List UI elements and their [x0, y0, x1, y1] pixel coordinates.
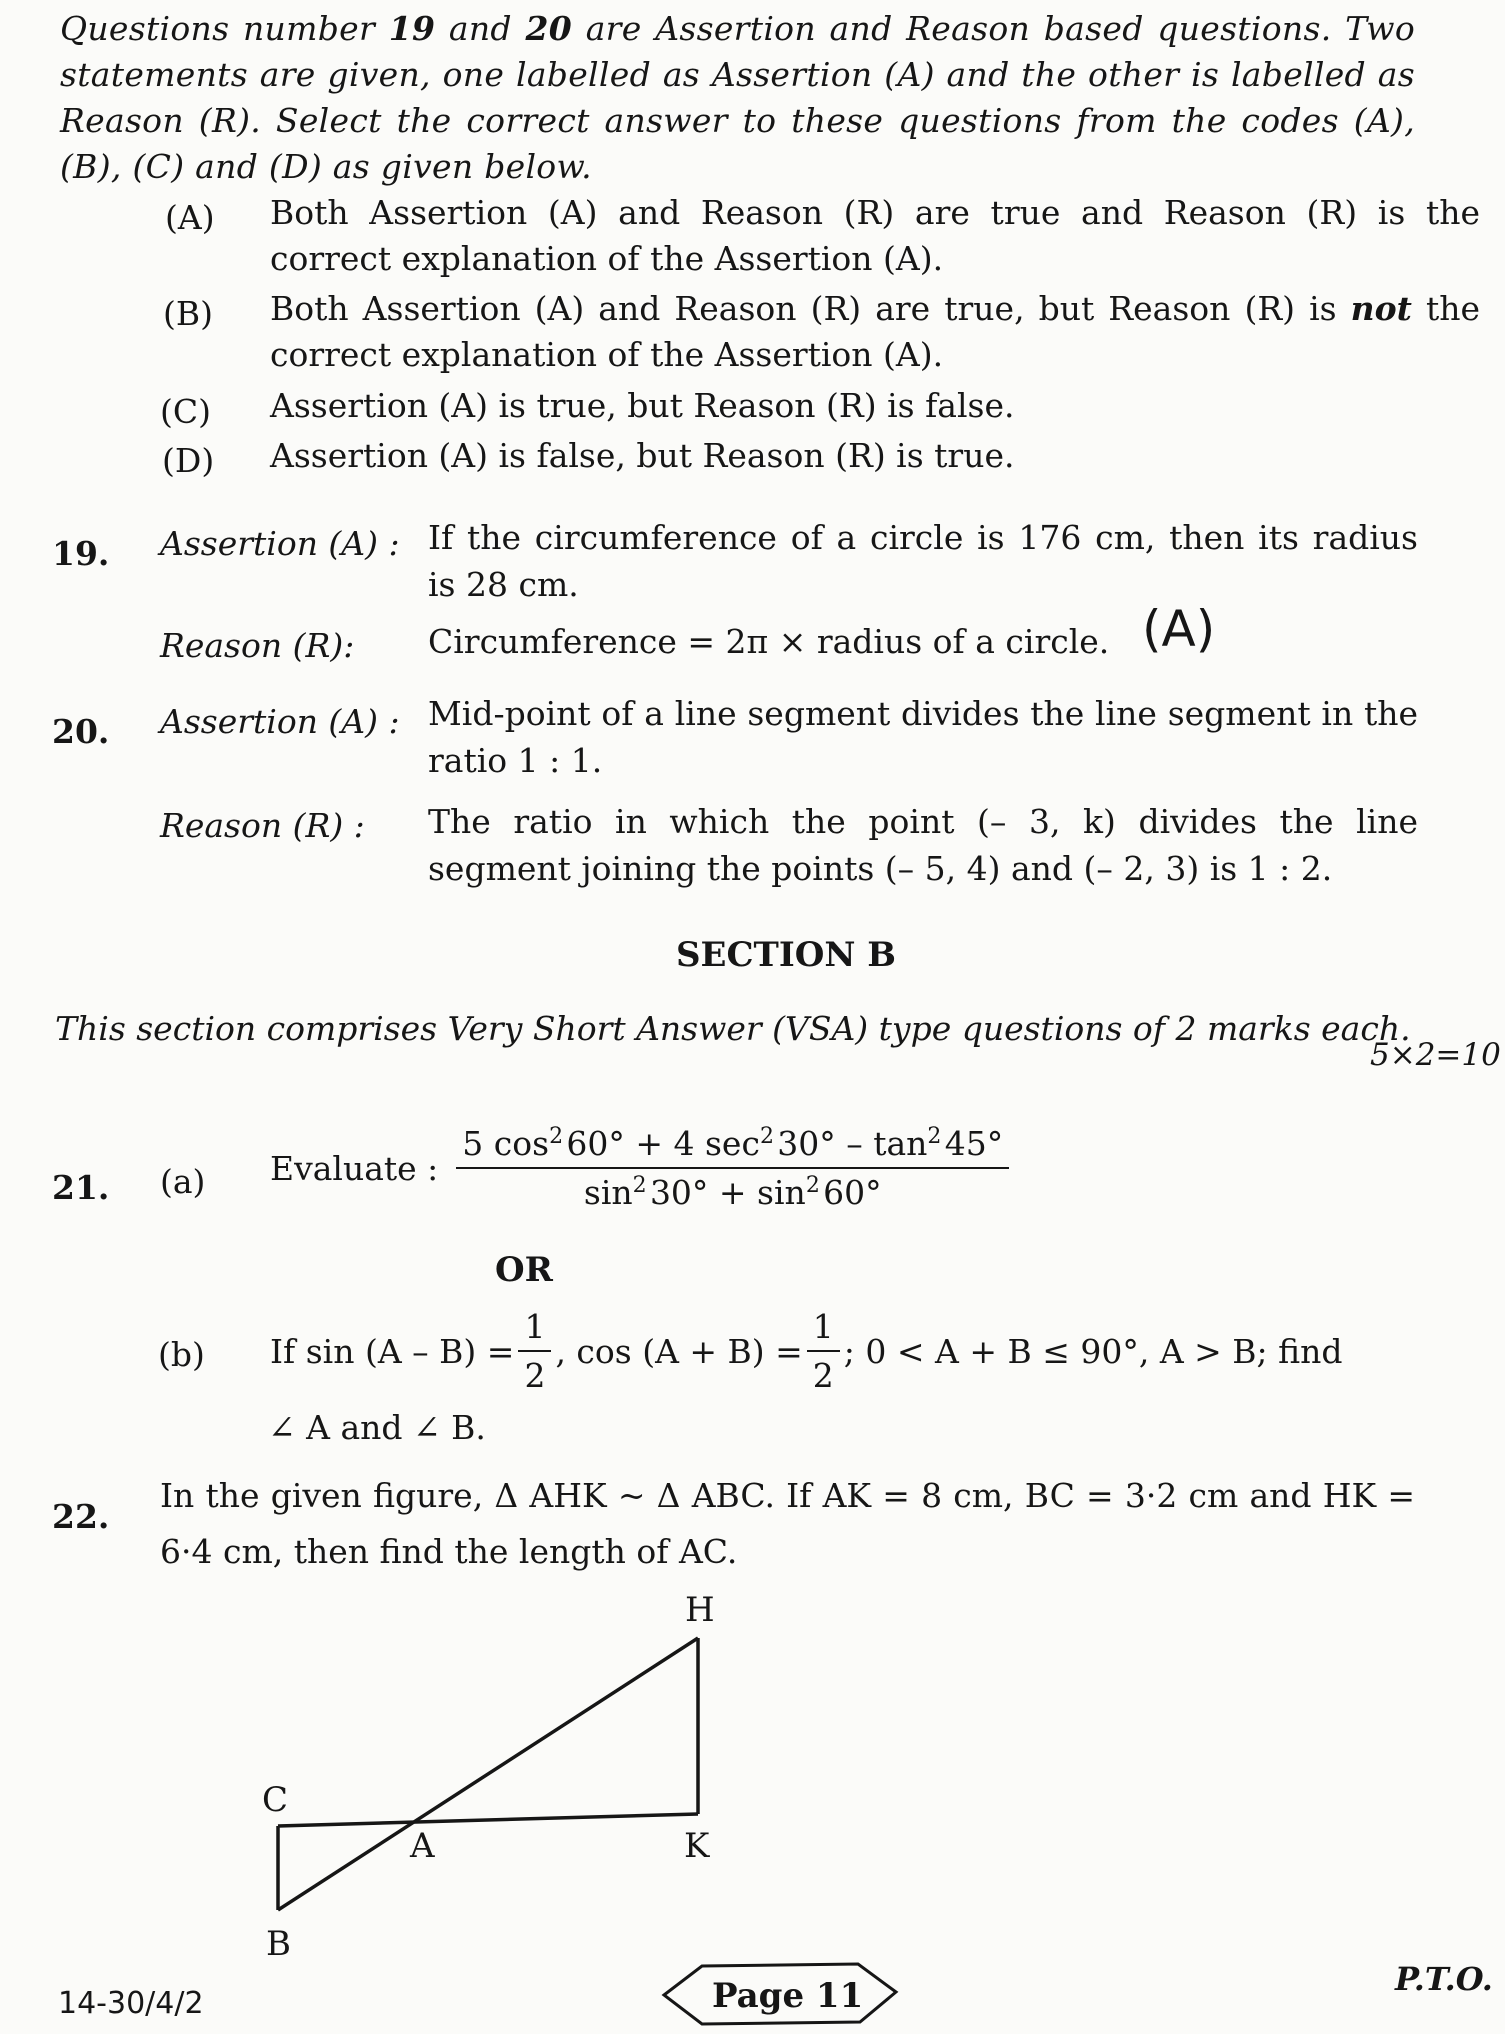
q19-assertion-label: Assertion (A) : [160, 524, 400, 563]
section-description: This section comprises Very Short Answer (VSA) type questions of 2 marks each. [55, 1009, 1411, 1048]
handwritten-answer: (A) [1142, 600, 1216, 658]
vertex-label-k: K [684, 1826, 710, 1866]
q21-part-b-label: (b) [158, 1335, 205, 1374]
vertex-label-h: H [685, 1590, 715, 1630]
q20-reason-label: Reason (R) : [160, 806, 365, 845]
q21-part-b-line2: ∠ A and ∠ B. [268, 1408, 486, 1447]
option-b-prefix: Both Assertion (A) and Reason (R) are true, but Reason (R) is [270, 289, 1351, 328]
vertex-label-c: C [262, 1780, 289, 1820]
q20-assertion-label: Assertion (A) : [160, 702, 400, 741]
q21-part-b-text: If sin (A – B) = $\frac{1}{2}$ , cos (A + B) = $\frac{1}{2}$ ; 0 < A + B ≤ 90°, A > B; find [270, 1307, 1343, 1395]
intro-mid: and [435, 9, 526, 48]
option-b-emphasis: not [1350, 289, 1412, 328]
q19-reason-label: Reason (R): [160, 626, 355, 665]
q20-assertion-text: Mid-point of a line segment divides the line segment in the ratio 1 : 1. [428, 694, 1418, 780]
fraction-numerator: 5 $\cos^2$ 60° + 4 $\sec^2$ $30^\circ - \tan^2$ 45° [456, 1124, 1009, 1169]
intro-prefix: Questions number [60, 9, 389, 48]
instructions-paragraph [60, 6, 1415, 190]
question-number-20: 20. [52, 712, 110, 751]
option-d-text: Assertion (A) is false, but Reason (R) is true. [270, 436, 1015, 475]
pto-label: P.T.O. [1395, 1960, 1493, 1998]
q22-text: In the given figure, Δ AHK ~ Δ ABC. If AK = 8 cm, BC = 3·2 cm and HK = 6·4 cm, then find the length of AC. [160, 1476, 1415, 1571]
fraction-half: $\frac{1}{2}$ [807, 1307, 840, 1395]
option-b-letter: (B) [163, 294, 213, 333]
question-number-19: 19. [52, 534, 110, 573]
option-c-text: Assertion (A) is true, but Reason (R) is false. [270, 386, 1015, 425]
intro-q2: 20 [525, 9, 573, 48]
intro-suffix: are Assertion and Reason based questions. Two statements are given, one labelled as Assertion (A) and the other is labelled as Reason (R). Select the correct answer to these questions from the codes (A), (B), (C) and (D) as given below. [60, 9, 1415, 186]
option-b-text [270, 286, 1480, 378]
q20-reason-text: The ratio in which the point (– 3, k) divides the line segment joining the points (– 5, 4) and (– 2, 3) is 1 : 2. [428, 802, 1418, 888]
evaluate-label: Evaluate : [270, 1148, 439, 1188]
q19-assertion-text: If the circumference of a circle is 176 cm, then its radius is 28 cm. [428, 518, 1418, 604]
paper-code: 14-30/4/2 [58, 1986, 204, 2021]
option-a-text: Both Assertion (A) and Reason (R) are true and Reason (R) is the correct explanation of the Assertion (A). [270, 193, 1480, 278]
question-number-22: 22. [52, 1497, 110, 1536]
vertex-label-b: B [266, 1924, 291, 1964]
option-d-letter: (D) [162, 441, 215, 480]
or-divider: OR [495, 1250, 553, 1290]
trig-fraction [456, 1124, 1009, 1212]
option-a-letter: (A) [165, 198, 215, 237]
page-number: Page 11 [712, 1976, 864, 2016]
q21-part-a-label: (a) [160, 1162, 206, 1201]
fraction-half: $\frac{1}{2}$ [518, 1307, 551, 1395]
fraction-denominator: $\sin^2$ $30^\circ + \sin^2$ 60° [583, 1173, 882, 1212]
option-b-suffix: the correct explanation of the Assertion (A). [270, 289, 1480, 374]
q19-reason-text: Circumference = 2π × radius of a circle. [428, 622, 1110, 661]
intro-q1: 19 [388, 9, 436, 48]
vertex-label-a: A [410, 1826, 435, 1866]
segment-kc [278, 1814, 698, 1826]
section-title: SECTION B [676, 935, 897, 975]
triangle-figure [240, 1590, 740, 1970]
q21-evaluate-expression [270, 1110, 1009, 1226]
segment-bh [278, 1638, 698, 1910]
section-marks: 5×2=10 [1370, 1037, 1501, 1073]
option-c-letter: (C) [160, 392, 211, 431]
question-number-21: 21. [52, 1168, 110, 1207]
